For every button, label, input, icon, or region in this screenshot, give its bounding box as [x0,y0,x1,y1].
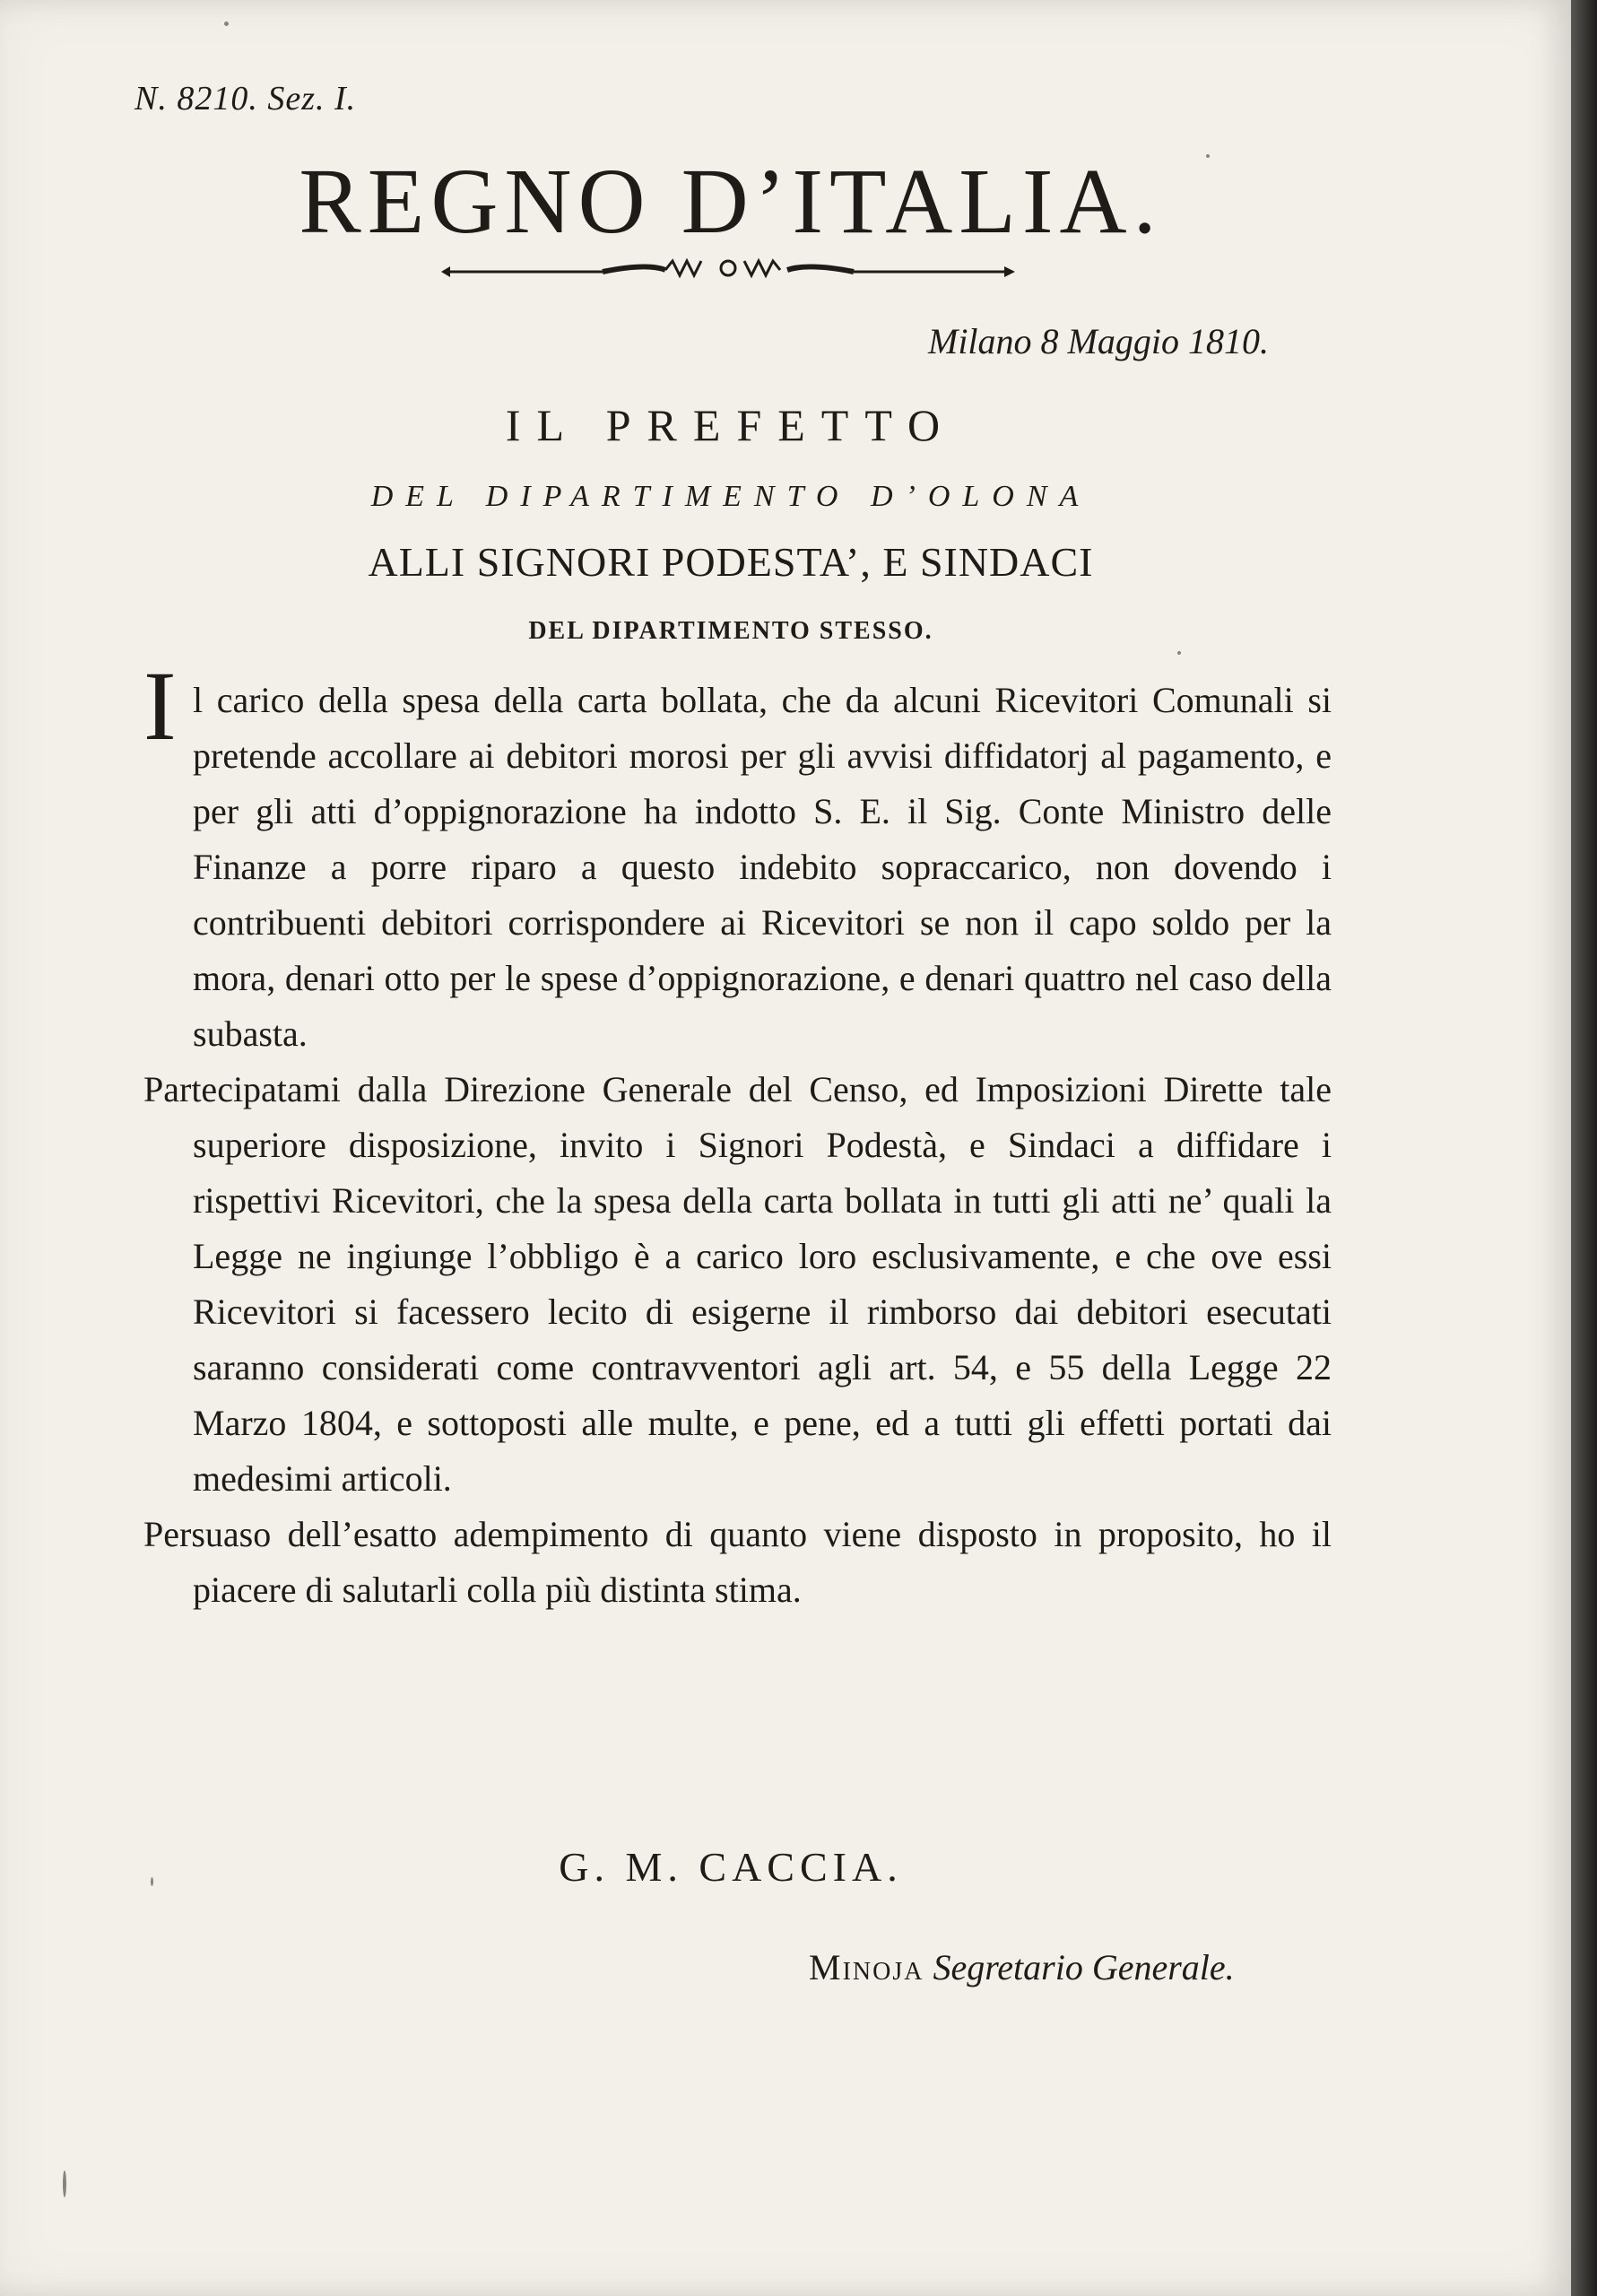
page-title: REGNO D’ITALIA. [299,150,1163,253]
secretary-name: Minoja [809,1947,924,1987]
reference-number: N. 8210. Sez. I. [135,80,357,117]
paper-speck [224,22,229,26]
paragraph-1: l carico della spesa della carta bollata, che da alcuni Ricevitori Comunali si pretende accollare ai debitori morosi per gli avvisi diffidatorj al pagamento, e per gli atti d’oppignorazione ha indotto S. E. il Sig. Conte Ministro delle Finanze a porre riparo a questo indebito sopraccarico, non dovendo i contribuenti debitori corrispondere ai Ricevitori se non il capo soldo per la mora, denari otto per le spese d’oppignorazione, e denari quattro nel caso della subasta. [193,680,1332,1054]
secretary-line [809,1946,1235,1988]
paper-speck [1177,651,1181,655]
paper-speck [63,2170,66,2197]
page-edge-shadow [1571,0,1597,2296]
paper-speck [151,1877,153,1886]
paper-speck [1206,154,1210,158]
ornamental-rule [441,254,1015,290]
addressee-subline: DEL DIPARTIMENTO STESSO. [528,617,933,645]
dateline: Milano 8 Maggio 1810. [928,321,1269,361]
department-line: DEL DIPARTIMENTO D’OLONA [370,480,1091,513]
body-text [143,673,1332,1618]
paragraph-3: Persuaso dell’esatto adempimento di quanto viene disposto in proposito, ho il piacere di salutarli colla più distinta stima. [143,1514,1332,1610]
issuer-heading: IL PREFETTO [505,400,957,450]
drop-cap: I [143,651,177,761]
addressee-line: ALLI SIGNORI PODESTA’, E SINDACI [368,539,1094,585]
secretary-title: Segretario Generale. [933,1947,1235,1987]
signature: G. M. CACCIA. [559,1844,903,1890]
paragraph-2: Partecipatami dalla Direzione Generale del Censo, ed Imposizioni Dirette tale superiore disposizione, invito i Signori Podestà, e Sindaci a diffidare i rispettivi Ricevitori, che la spesa della carta bollata in tutti gli atti ne’ quali la Legge ne ingiunge l’obbligo è a carico loro esclusivamente, e che ove essi Ricevitori si facessero lecito di esigerne il rimborso dai debitori esecutati saranno considerati come contravventori agli art. 54, e 55 della Legge 22 Marzo 1804, e sottoposti alle multe, e pene, ed a tutti gli effetti portati dai medesimi articoli. [143,1069,1332,1499]
